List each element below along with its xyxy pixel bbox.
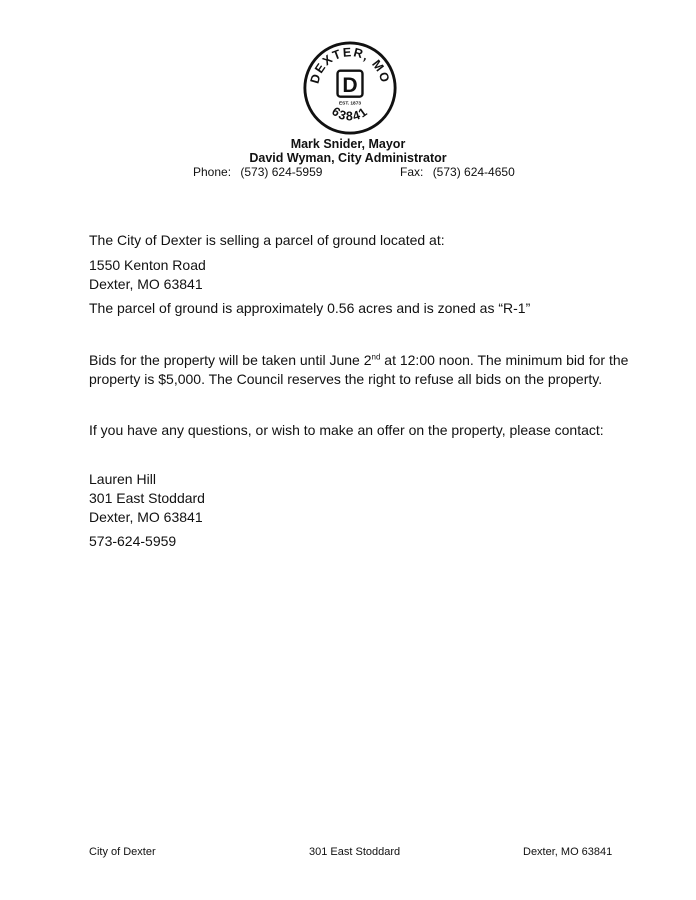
phone-group	[193, 165, 322, 179]
phone-number: (573) 624-5959	[240, 165, 323, 179]
property-address	[89, 256, 206, 294]
fax-number: (573) 624-4650	[432, 165, 515, 179]
seal-letter: D	[342, 73, 358, 97]
fax-group	[400, 165, 515, 179]
contact-street: 301 East Stoddard	[89, 490, 205, 506]
footer-right: Dexter, MO 63841	[523, 846, 613, 858]
questions-paragraph: If you have any questions, or wish to make an offer on the property, please contact:	[89, 422, 604, 438]
city-seal-logo	[302, 40, 398, 136]
intro-paragraph: The City of Dexter is selling a parcel of ground located at:	[89, 232, 445, 248]
footer-center: 301 East Stoddard	[309, 846, 401, 858]
contact-phone: 573-624-5959	[89, 533, 177, 549]
fax-label: Fax:	[400, 165, 424, 179]
contact-block	[89, 470, 205, 527]
mayor-line: Mark Snider, Mayor	[290, 137, 406, 151]
seal-est: EST. 1873	[338, 101, 362, 107]
administrator-line: David Wyman, City Administrator	[249, 151, 447, 165]
address-street: 1550 Kenton Road	[89, 257, 206, 273]
phone-label: Phone:	[193, 165, 232, 179]
seal-bottom-text: 63841	[329, 104, 371, 124]
parcel-paragraph: The parcel of ground is approximately 0.56 acres and is zoned as “R-1”	[89, 300, 531, 316]
contact-city: Dexter, MO 63841	[89, 509, 203, 525]
address-city: Dexter, MO 63841	[89, 276, 203, 292]
bids-ordinal: nd	[371, 352, 381, 362]
seal-top-text: DEXTER, MO	[307, 45, 393, 86]
bids-paragraph	[89, 351, 628, 389]
footer-left: City of Dexter	[89, 846, 156, 858]
bids-text-b: at 12:00 noon. The minimum bid for the	[380, 352, 629, 368]
bids-text-a: Bids for the property will be taken until June 2	[89, 352, 372, 368]
bids-line-1	[89, 351, 628, 370]
bids-line-2: property is $5,000. The Council reserves the right to refuse all bids on the property.	[89, 371, 603, 387]
contact-name: Lauren Hill	[89, 471, 156, 487]
